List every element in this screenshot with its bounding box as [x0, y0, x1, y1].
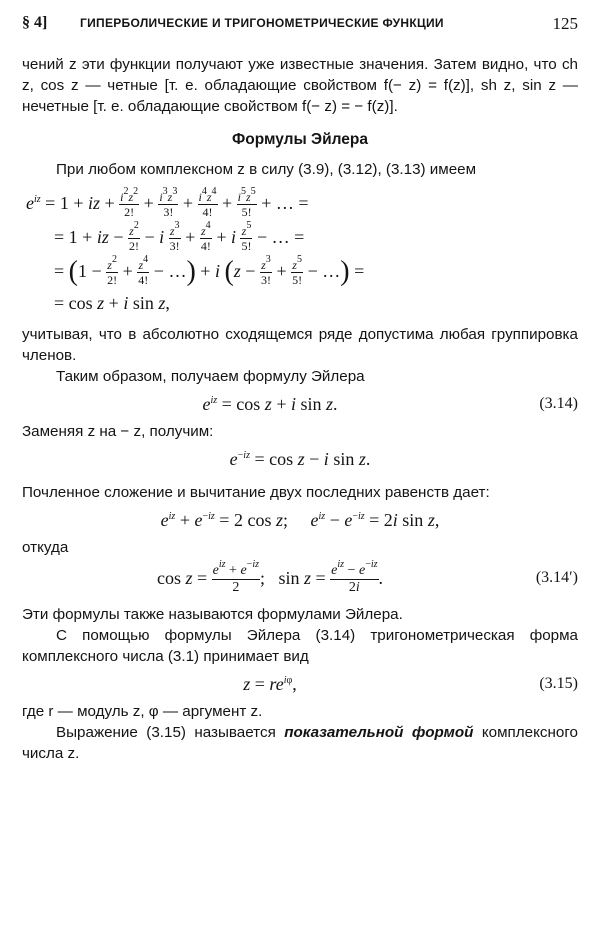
paragraph-substitution: Заменяя z на − z, получим: [22, 423, 214, 440]
series-line-2: = 1 + iz − $\frac{z^2}{2!}$ − i $\frac{z^3}{3!}$ + $\frac{z^4}{4!}$ + i $\frac{z^5}{5!}$ − … = [54, 220, 305, 254]
equation-negative-euler: $e^{-iz} = \cos z - i$ sin z. [229, 449, 371, 469]
paragraph-modulus-argument: где r — модуль z, φ — аргумент z. [22, 703, 263, 720]
paragraph-grouping: учитывая, что в абсолютно сходящемся ряде допустима любая группировка членов. [22, 326, 578, 364]
definition-end: комплексного числа z. [22, 724, 578, 762]
equation-number: (3.14) [539, 395, 578, 412]
definition-term: показательной формой [284, 724, 474, 741]
series-line-3: = (1 − $\frac{z^2}{2!}$ + $\frac{z^4}{4!}$ − …) + i (z − $\frac{z^3}{3!}$ + $\frac{z^5}{5!}$ − …) = [54, 254, 365, 288]
section-number: § 4] [22, 14, 48, 31]
paragraph-exponential-form: С помощью формулы Эйлера (3.14) тригонометрическая форма комплексного числа (3.1) принимает вид [22, 627, 578, 665]
series-line-1: $e^{iz} = 1$ + iz + $\frac{i^2z^2}{2!}$ + $\frac{i^3z^3}{3!}$ + $\frac{i^4z^4}{4!}$ + $\frac{i^5z^5}{5!}$ + … = [26, 186, 309, 220]
paragraph-intro-euler: При любом комплексном z в силу (3.9), (3.12), (3.13) имеем [56, 161, 477, 178]
equation-3-14: $e^{iz} = \cos z + i$ sin z. (3.14) [22, 387, 578, 421]
equation-3-14-prime: cos z = $\frac{e^{iz} + e^{-iz}}{2}$ ; sin z = $\frac{e^{iz} - e^{-iz}}{2i}$ . (3.14′) [22, 558, 578, 598]
paragraph-add-subtract: Почленное сложение и вычитание двух последних равенств дает: [22, 484, 490, 501]
paragraph-definition [22, 722, 578, 764]
paragraph-euler-formula: Таким образом, получаем формулу Эйлера [56, 368, 365, 385]
equation-sum-difference: $e^{iz} + e^{-iz} = 2$ cos z; $e^{iz} - e^{-iz} = 2i$ sin z, [160, 510, 440, 530]
running-title: ГИПЕРБОЛИЧЕСКИЕ И ТРИГОНОМЕТРИЧЕСКИЕ ФУНКЦИИ [80, 16, 444, 30]
book-page [22, 14, 578, 764]
euler-series-derivation [22, 186, 578, 318]
paragraph-parity: чений z эти функции получают уже известные значения. Затем видно, что ch z, cos z — четные [т. е. обладающие свойством f(− z) = f(z)], sh z, sin z — нечетные [т. е. обладающие свойством f(− z) = − f(z)]. [22, 56, 578, 115]
running-header [22, 14, 578, 44]
definition-start: Выражение (3.15) называется [56, 724, 276, 741]
equation-3-15: $z = re^{i\varphi}$, (3.15) [22, 667, 578, 701]
series-line-4: = cos z + i sin z, [54, 293, 170, 313]
word-otkuda: откуда [22, 539, 69, 556]
paragraph-also-euler: Эти формулы также называются формулами Эйлера. [22, 606, 403, 623]
equation-number: (3.15) [539, 675, 578, 692]
equation-number: (3.14′) [535, 569, 578, 586]
page-number: 125 [552, 14, 578, 33]
section-title: Формулы Эйлера [232, 131, 368, 148]
